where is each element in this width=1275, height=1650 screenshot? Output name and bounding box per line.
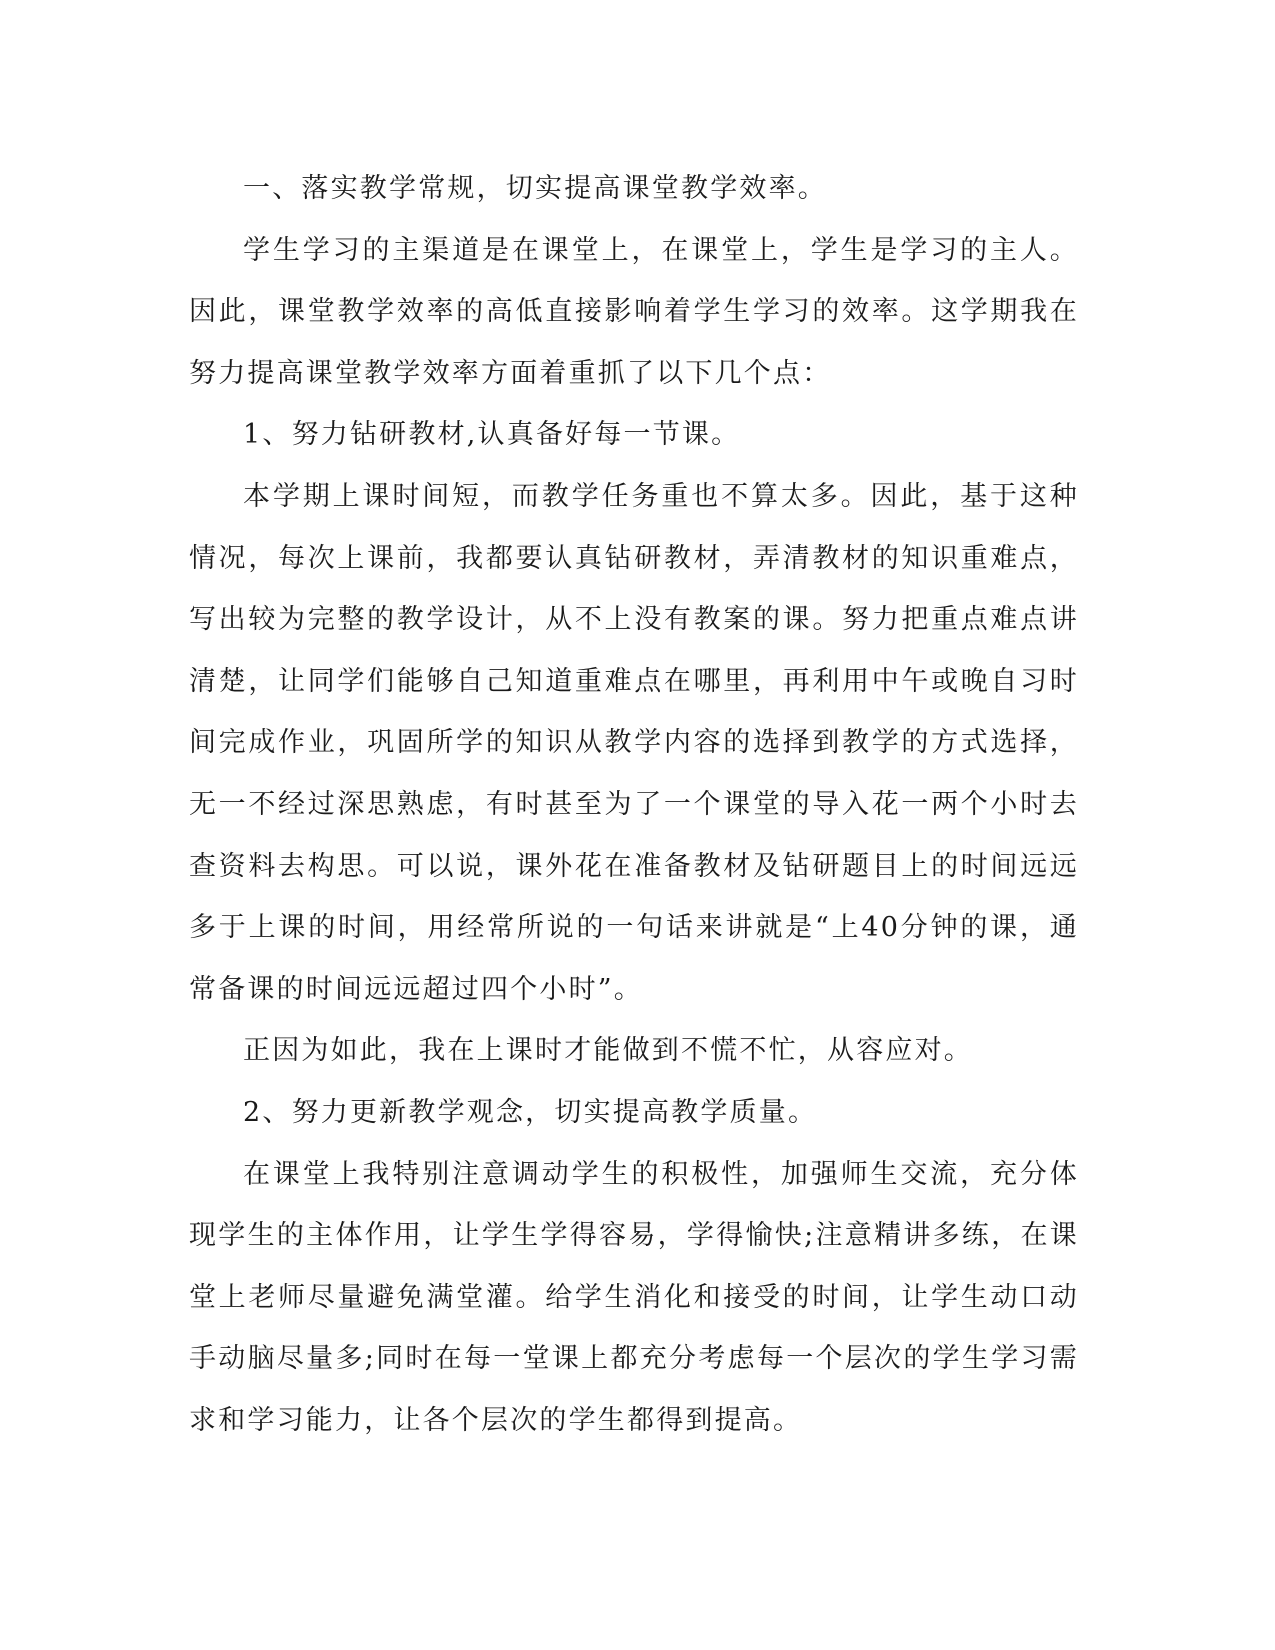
document-body <box>189 158 1079 1451</box>
section-heading-1: 一、落实教学常规，切实提高课堂教学效率。 <box>243 173 827 204</box>
body-paragraph: 正因为如此，我在上课时才能做到不慌不忙，从容应对。 <box>243 1035 973 1067</box>
body-paragraph: 在课堂上我特别注意调动学生的积极性，加强师生交流，充分体现学生的主体作用，让学生学得容易，学得愉快;注意精讲多练，在课堂上老师尽量避免满堂灌。给学生消化和接受的时间，让学生动口动手动脑尽量多;同时在每一堂课上都充分考虑每一个层次的学生学习需求和学习能力，让各个层次的学生都得到提高。 <box>189 1158 1079 1436</box>
subsection-heading-2: 2、努力更新教学观念，切实提高教学质量。 <box>243 1096 818 1128</box>
subsection-heading-1: 1、努力钻研教材,认真备好每一节课。 <box>243 419 741 451</box>
body-paragraph: 学生学习的主渠道是在课堂上，在课堂上，学生是学习的主人。因此，课堂教学效率的高低直接影响着学生学习的效率。这学期我在努力提高课堂教学效率方面着重抓了以下几个点： <box>189 234 1079 389</box>
body-paragraph: 本学期上课时间短，而教学任务重也不算太多。因此，基于这种情况，每次上课前，我都要认真钻研教材，弄清教材的知识重难点，写出较为完整的教学设计，从不上没有教案的课。努力把重点难点讲清楚，让同学们能够自己知道重难点在哪里，再利用中午或晚自习时间完成作业，巩固所学的知识从教学内容的选择到教学的方式选择，无一不经过深思熟虑，有时甚至为了一个课堂的导入花一两个小时去查资料去构思。可以说，课外花在准备教材及钻研题目上的时间远远多于上课的时间，用经常所说的一句话来讲就是“上40分钟的课，通常备课的时间远远超过四个小时”。 <box>189 480 1079 1005</box>
